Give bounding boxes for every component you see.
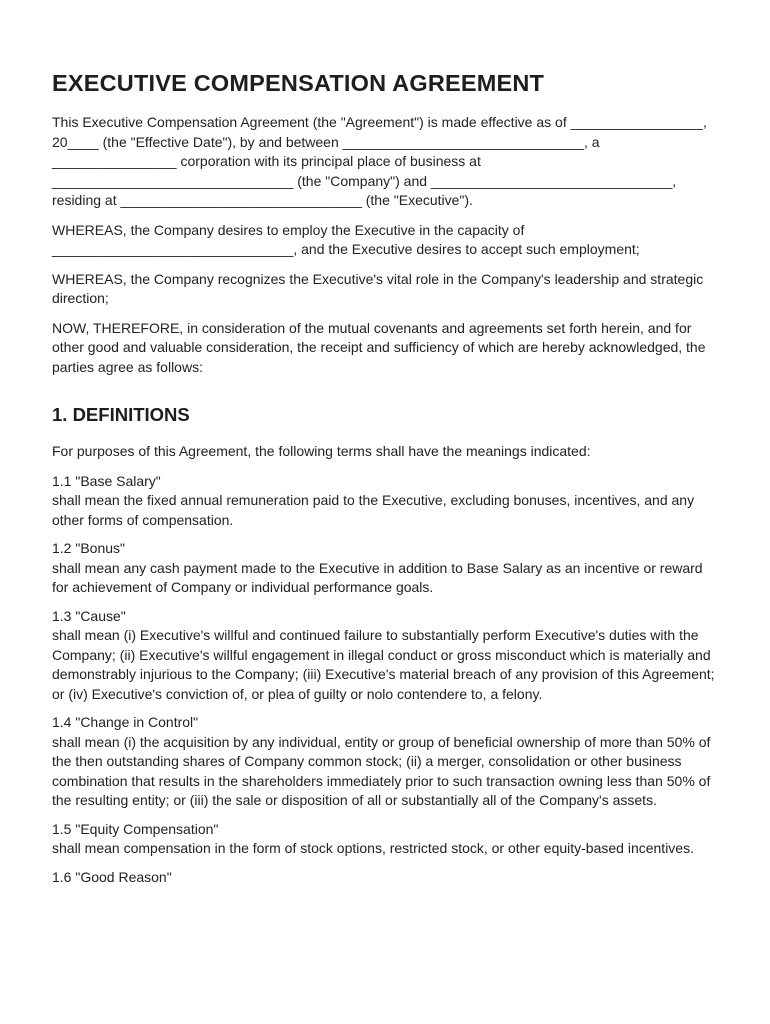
intro-paragraph: This Executive Compensation Agreement (the "Agreement") is made effective as of _________________, 20____ (the "Effective Date"), by and between _______________________________, a ________________ corporation with its principal place of business at _______________________________ (the "Company") and _______________________________, residing at _______________________________ (the "Executive"). xyxy=(52,114,707,208)
definitions-intro: For purposes of this Agreement, the following terms shall have the meanings indicated: xyxy=(52,443,591,459)
definition-term: 1.3 "Cause" xyxy=(52,607,126,624)
definition-bonus xyxy=(52,539,718,598)
definition-change-in-control xyxy=(52,713,718,811)
definition-text: shall mean any cash payment made to the Executive in addition to Base Salary as an incentive or reward for achievement of Company or individual performance goals. xyxy=(52,559,703,595)
now-therefore-clause: NOW, THEREFORE, in consideration of the mutual covenants and agreements set forth herein, and for other good and valuable consideration, the receipt and sufficiency of which are hereby acknowledged, the parties agree as follows: xyxy=(52,319,706,375)
definition-cause xyxy=(52,607,718,705)
definition-text: shall mean (i) Executive's willful and continued failure to substantially perform Executive's duties with the Company; (ii) Executive's willful engagement in illegal conduct or gross misconduct which is materially and demonstrably injurious to the Company; (iii) Executive's material breach of any provision of this Agreement; or (iv) Executive's conviction of, or plea of guilty or nolo contendere to, a felony. xyxy=(52,627,715,702)
definition-good-reason xyxy=(52,868,718,888)
definition-equity-compensation xyxy=(52,820,718,859)
definition-term: 1.6 "Good Reason" xyxy=(52,868,172,885)
definition-term: 1.2 "Bonus" xyxy=(52,540,125,556)
document-page xyxy=(52,70,718,896)
definition-base-salary xyxy=(52,472,718,531)
definition-text: shall mean (i) the acquisition by any individual, entity or group of beneficial ownership of more than 50% of the then outstanding shares of Company common stock; (ii) a merger, consolidation or other business combination that results in the shareholders immediately prior to such transaction owning less than 50% of the resulting entity; or (iii) the sale or disposition of all or substantially all of the Company's assets. xyxy=(52,733,711,808)
definition-text: shall mean the fixed annual remuneration paid to the Executive, excluding bonuses, incentives, and any other forms of compensation. xyxy=(52,492,695,528)
section-heading-definitions: 1. DEFINITIONS xyxy=(52,404,190,425)
definition-text: shall mean compensation in the form of stock options, restricted stock, or other equity-based incentives. xyxy=(52,840,694,856)
whereas-clause-1: WHEREAS, the Company desires to employ the Executive in the capacity of _______________________________, and the Executive desires to accept such employment; xyxy=(52,221,640,257)
whereas-clause-2: WHEREAS, the Company recognizes the Executive's vital role in the Company's leadership and strategic direction; xyxy=(52,270,704,306)
definition-term: 1.4 "Change in Control" xyxy=(52,714,199,730)
definition-term: 1.1 "Base Salary" xyxy=(52,472,161,489)
document-title: EXECUTIVE COMPENSATION AGREEMENT xyxy=(52,70,545,96)
definition-term: 1.5 "Equity Compensation" xyxy=(52,820,219,837)
